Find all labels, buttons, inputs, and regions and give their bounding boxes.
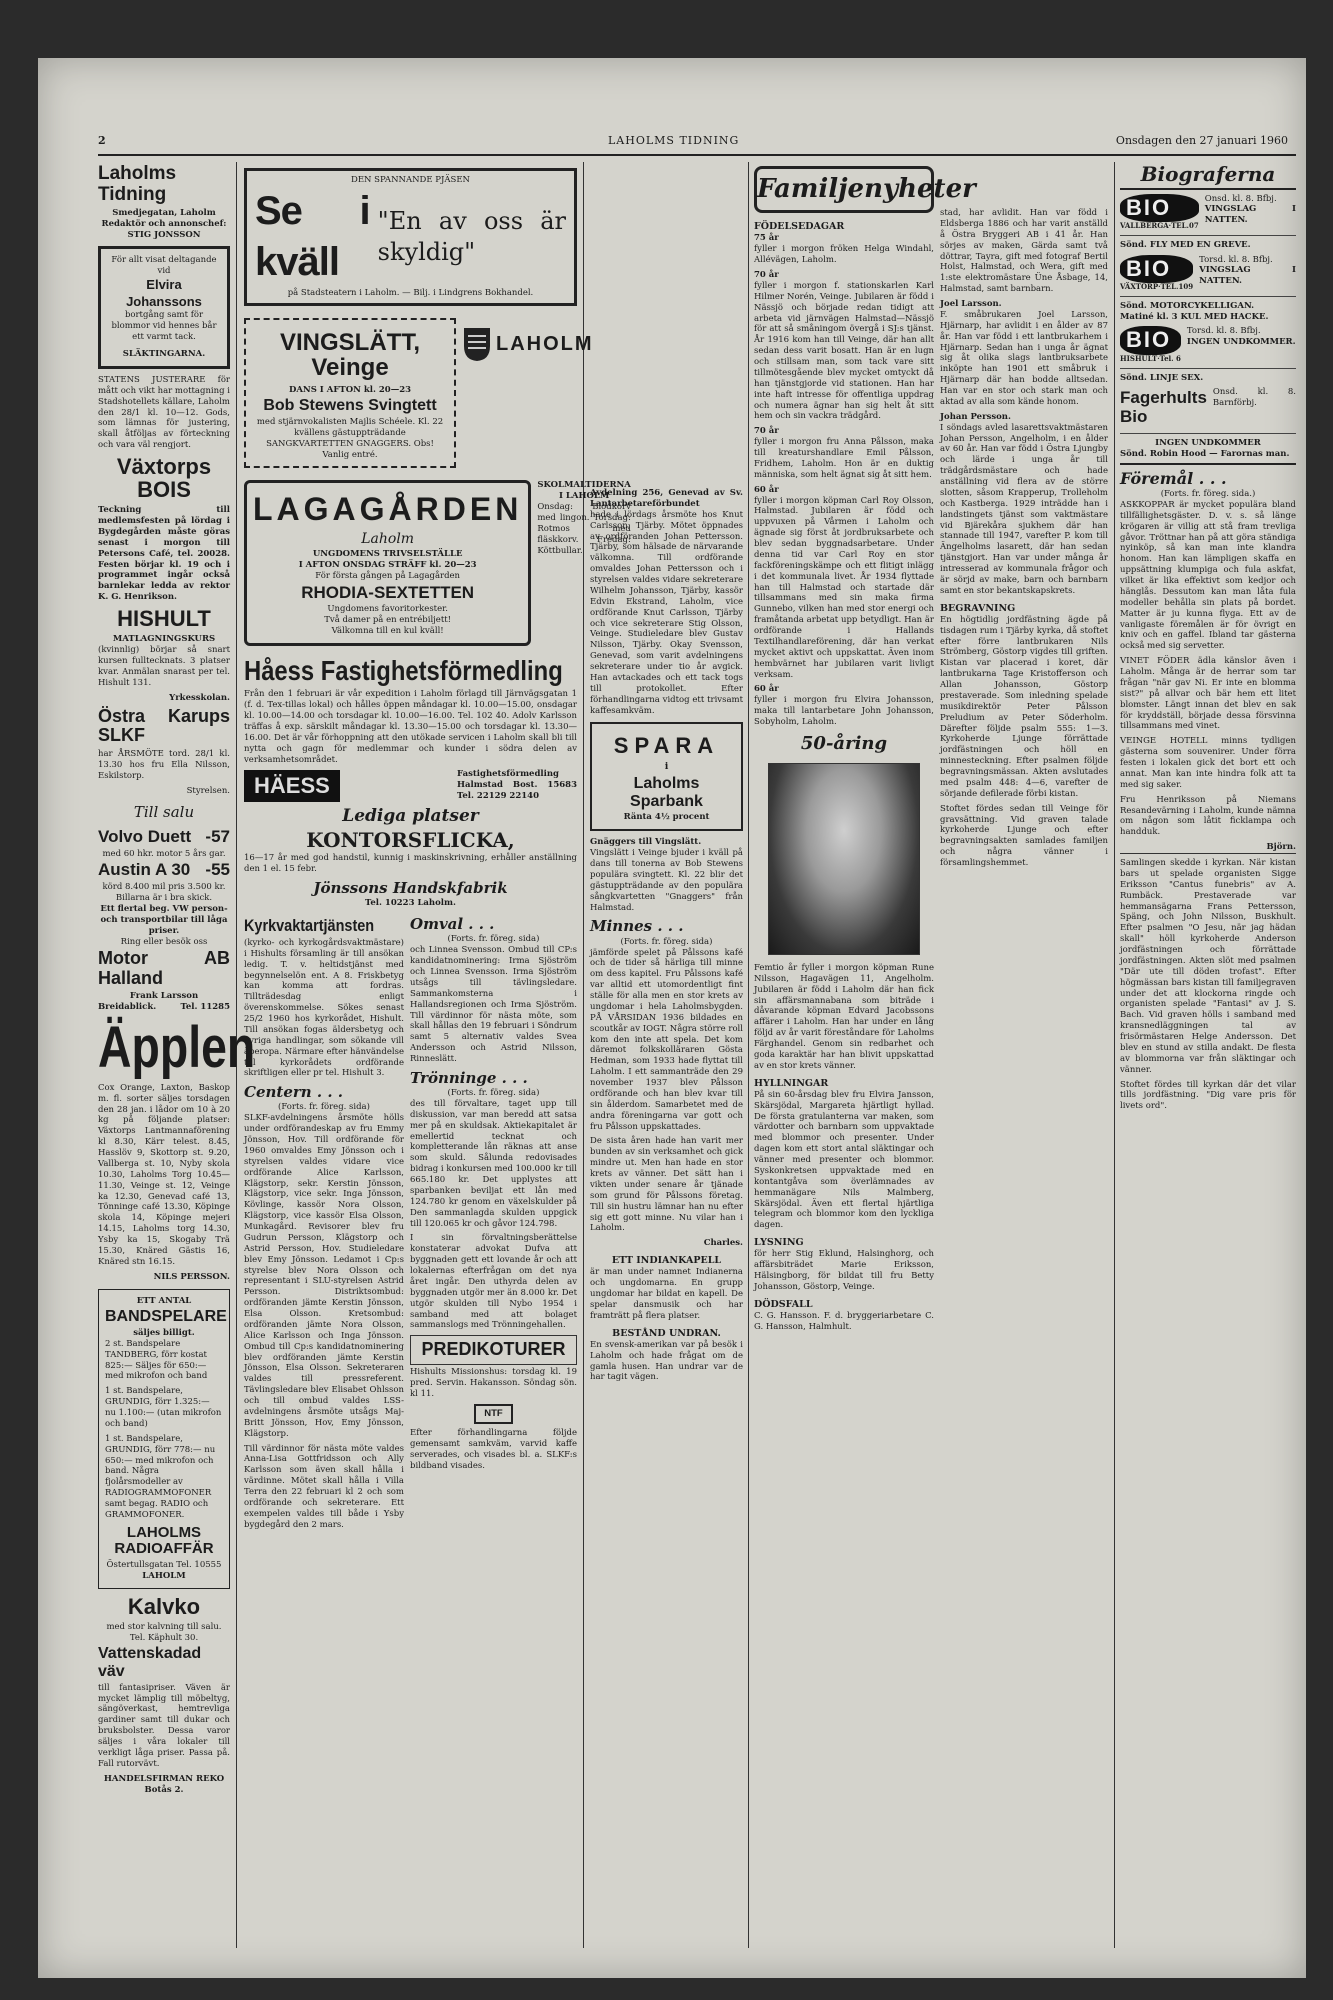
f60b-head: 60 år: [754, 684, 779, 695]
kontor-title: KONTORSFLICKA,: [306, 827, 515, 852]
hyll-head: HYLLNINGAR: [754, 1077, 829, 1089]
bio-listing: [1120, 387, 1296, 433]
stoftet-text: Stoftet fördes sedan till Veinge för gravsättning. Vid graven talade kyrkoherde Ljunge och efter begravningsakten samlades familjen och några vänner i församlingshemmet.: [940, 803, 1108, 869]
f70-text: fyller i morgon f. stationskarlen Karl Hilmer Norén, Veinge. Jubilaren är född i Nässjö och började redan tidigt att arbeta vid järnvägen Halmstad—Nässjö för att så småningom övergå i SJ:s tjänst. År 1916 kom han till Veinge, där han allt sedan dess varit bosatt. Han är en lugn och stillsam man, som tack vare sitt tillmötesgående blev mycket omtyckt då han tjänstgjorde vid stationen. Han har inte haft intresse för offentliga uppdrag och numera ägnar han sig helt åt sitt hem och sin vackra trädgård.: [754, 280, 934, 422]
radio-address: Östertullsgatan Tel. 10555: [106, 1559, 222, 1570]
lediga-title: Lediga platser: [342, 806, 479, 827]
motor-name: Frank Larsson: [129, 991, 199, 1001]
bio-sunday: Sönd. Robin Hood — Farornas man.: [1120, 449, 1296, 465]
gnaggers-head: Gnäggers till Vingslätt.: [590, 837, 702, 848]
motor-contact: [98, 1002, 230, 1013]
paper-name: LAHOLMS TIDNING: [608, 134, 740, 147]
page-number: 2: [98, 134, 106, 147]
minnes-sign: Charles.: [703, 1238, 743, 1249]
bandspelare-ad: [98, 1289, 230, 1589]
haess-side: Fastighetsförmedling Halmstad Bost. 15683 Tel. 22129 22140: [457, 769, 577, 802]
bio-sunday: Sönd. LINJE SEX.: [1120, 372, 1204, 383]
laga-line: Två damer på en entrébiljett!: [324, 615, 452, 626]
samling-text: Samlingen skedde i kyrkan. När kistan bars ut spelade organisten Sigge Eriksson "Cantus funebris" av A. Rumbäck. Prestaverade var hemmansägarna Frans Pettersson, Späng, och John Nilsson, Buskhult. Efter psalmen "O Jesu, när jag hädan skall" höll kyrkoherde Anderson jordfästningen och förrättade jordfästningen. Akten slöt med psalmen "Där ute till döden trofast". Efter högmässan bars kistan till familjegraven under det att klockorna ringde och organisten spelade "Fantasi" av J. S. Bach. Vid graven hölls i samband med kransnedläggningen tal av frisörmästaren Helge Andersson. Det blev en stund av stilla andakt. De flesta av blommorna var från släktingar och vänner.: [1120, 853, 1296, 1076]
tronninge-title: Trönninge . . .: [410, 1068, 528, 1087]
billar-text: Billarna är i bra skick.: [115, 893, 213, 904]
motor-address: Breidablick.: [98, 1001, 157, 1012]
austin-price: -55: [205, 860, 230, 880]
bio-listing: [1120, 326, 1296, 368]
vingslatt-text: med stjärnvokalisten Majlis Schéele. Kl. 22 kvällens gästuppträdande SANGKVARTETTEN GNAGGERS. Obs! Vanlig entré.: [256, 416, 444, 460]
hishult-text: (kvinnlig) börjar så snart kursen fulltecknats. 3 platser kvar. Anmälan snarast per tel. Hishult 131.: [98, 645, 230, 688]
tronninge-sub: (Forts. fr. föreg. sida): [447, 1088, 540, 1099]
haess-title: Håess Fastighetsförmedling: [244, 654, 563, 686]
bestand-head: BESTÅND UNDRAN.: [612, 1327, 721, 1339]
centern-text: SLKF-avdelningens årsmöte hölls under ordförandeskap av fru Emmy Jönsson, Hov. Till ordförande för 1960 omvaldes Emy Jönsson och i styrelsen valdes vidare vice ordförande Alice Karlsson, Klägstorp, sekr. Kerstin Jönsson, Klägstorp, vice sekr. Inga Jönsson, Kövlinge, kassör Nora Olsson, Klägstorp, vice kassör Elsa Olsson, Munkagård. Revisorer blev fru Gudrun Persson, Klägstorp och Astrid Persson, Hov. Studieledare blev Emy Jönsson. Ledamot i Cp:s styrelse blev Nora Olsson och representant i SLU-styrelsen Astrid Persson. Distriktsombud: ordföranden jämte Kerstin Jönsson, Elsa Olsson. Kretsombud: ordföranden jämte Nora Olsson, Alice Karlsson och Inga Jönsson. Ombud till Cp:s kandidatnominering blev ordföranden jämte Kerstin Jönsson, Elsa Olsson. Sekreteraren valdes till pressreferent. Tävlingsledare blev Elisabet Ohlsson och till ombud valdes LSS-avdelningens årsmöte utsågs Maj-Britt Jönsson, Hov, Emy Jönsson, Klägstorp.: [244, 1113, 404, 1439]
laholm-column: [462, 312, 594, 474]
volvo-desc: med 60 hkr. motor 5 års gar.: [102, 848, 226, 859]
spara-i: i: [664, 761, 669, 773]
newspaper-page: [38, 58, 1306, 1978]
notice-text: bortgång samt för blommor vid hennes bår ett varmt tack.: [111, 310, 217, 343]
foremal-text: ASKKOPPAR är mycket populära bland tillfällighetsgäster. D. v. s. så länge krögaren är villig att stå fram trevliga gåvor. Tröttnar han på att göra ständiga nyinköp, så kan man inte klandra honom. Han kan lämpligen skaffa en uppsättning klumpiga och fula askfat, vilket är lika effektivt som kedjor och hänglås. Dessutom kan man låta fula modeller behålla sin plats på bordet. Matter är ju kunna flyga. Ett av de vanligaste föremålen är för övrigt en kniv och en gaffel. Ibland tar gästerna också med sig servetter.: [1120, 499, 1296, 652]
spara-title: SPARA: [613, 733, 720, 758]
laga-line: I AFTON ONSDAG STRÄFF kl. 20—23: [298, 559, 477, 570]
pred-text2: Efter förhandlingarna följde gemensamt samkväm, varvid kaffe serverades, och visades bl. a. SLKF:s bildband visades.: [410, 1427, 577, 1471]
applen-text: Cox Orange, Laxton, Baskop m. fl. sorter säljes torsdagen den 28 jan. i lådor om 10 à 20 kg på följande platser: Växtorps Lantmannaförening kl 8.30, Kärr telest. 8.45, Hasslöv 9, Skottorp st. 9.20, Vallberga st. 10, Nyby skola 10.30, Laholms Torg 10.45—11.30, Veinge st. 12, Veinge ka 12.30, Genevad café 13, Tönninge café 13.30, Köpinge skola 14, Köpinge mejeri 14.15, Laholms torg 14.30, Ysby ka 15, Skogaby Trä 15.30, Knäred Gästis 16, Knäred stn 16.15.: [98, 1082, 230, 1267]
masthead-title: Laholms Tidning: [98, 163, 177, 205]
band-item: 2 st. Bandspelare TANDBERG, förr kostat 825:— Säljes för 650:— med mikrofon och band: [105, 1338, 208, 1382]
skol-title: SKOLMALTIDERNA I LAHOLM: [537, 480, 631, 502]
tronninge-text2: I sin förvaltningsberättelse konstaterar advokat Dufva att byggnaden gett ett lovande år och att lokalernas efterfrågan om det nya året ingår. Den uthyrda delen av byggnaden utgör mer än 8.000 kr. Det utgör skulden till Nybo 1954 i samband med att bolaget sammanslogs med Trönningehallen.: [410, 1233, 577, 1331]
band-title: BANDSPELARE: [105, 1308, 227, 1326]
bio-listing: [1120, 194, 1296, 236]
vatten-text: till fantasipriser. Väven är mycket lämplig till möbeltyg, sängöverkast, hemtrevliga gardiner samt till dukar och bruksbolster. Dessa varor säljes i våra lokaler till verkligt låga priser. Passa på. Fall rutorvävt.: [98, 1682, 230, 1769]
laga-title: LAGAGÅRDEN: [253, 491, 523, 528]
bio-time: Torsd. kl. 8. Bfbj.: [1199, 254, 1273, 265]
band-item: 1 st. Bandspelare, GRUNDIG, förr 1.325:— nu 1.100:— (utan mikrofon och band): [105, 1386, 222, 1429]
haess-logo: HÄESS: [244, 770, 340, 802]
joel-head: Joel Larsson.: [940, 299, 1002, 309]
vatten-sign: HANDELSFIRMAN REKO Botås 2.: [103, 1773, 225, 1795]
kvall-sub: på Stadsteatern i Laholm. — Bilj. i Lindgrens Bokhandel.: [287, 288, 534, 299]
foremal-sign: Björn.: [1266, 842, 1296, 853]
laga-band: RHODIA-SEXTETTEN: [301, 582, 475, 602]
kvall-ad: [244, 168, 577, 306]
dod-head: DÖDSFALL: [754, 1298, 813, 1310]
centern-title: Centern . . .: [244, 1083, 344, 1102]
f70b-text: fyller i morgon fru Anna Pålsson, maka till kreaturshandlare Emil Pålsson, Fridhem, Laholm. Hon är en duktig människa, som helt ägnat sig åt sitt hem.: [754, 437, 934, 480]
bio-listing: [1120, 255, 1296, 297]
minnes-title: Minnes . . .: [590, 917, 684, 936]
applen-sign: NILS PERSSON.: [153, 1271, 230, 1282]
vingslatt-dans: DANS I AFTON kl. 20—23: [288, 384, 412, 395]
f70b-head: 70 år: [754, 426, 779, 437]
avd-text: hade i lördags årsmöte hos Knut Carlsson, Tjärby. Mötet öppnades av ordföranden Johan Pettersson. Tjärby, som hälsade de närvarande välkomna. Till ordförande omvaldes Johan Pettersson och i styrelsen valdes vidare sekreterare Wilhelm Johansson, Tjärby, kassör Edvin Ekstrand, Laholm, vice ordförande Knut Carlsson, Tjärby och vice sekreterare Stig Olsson, Veinge. Studieledare blev Gustav Nilsson, Tjärby. Okay Svensson, Genevad, som varit avdelningens sekreterare under tio år avgick. Han avtackades och ett tack togs till protokollet. Efter förhandlingarna vidtog ett trivsamt kaffesamkväm.: [590, 509, 743, 716]
ring-text: Ring eller besök oss: [120, 936, 208, 947]
f60-head: 60 år: [754, 484, 779, 495]
kvall-top: DEN SPANNANDE PJÄSEN: [351, 175, 470, 185]
predikoturer-title: PREDIKOTURER: [410, 1335, 577, 1365]
radio-city: LAHOLM: [142, 1570, 186, 1581]
issue-date: Onsdagen den 27 januari 1960: [1115, 134, 1288, 147]
bio-film: VINGSLAG I NATTEN.: [1199, 265, 1296, 287]
radio-title: LAHOLMS RADIOAFFÄR: [114, 1523, 214, 1558]
lagagarden-ad: [244, 480, 531, 645]
applen-title: Äpplen: [98, 1014, 256, 1080]
volvo-price: -57: [205, 826, 230, 846]
spara-rate: Ränta 4½ procent: [623, 812, 710, 823]
column-divider: [583, 162, 584, 1948]
f75-head: 75 år: [754, 233, 779, 244]
bio-film: VINGSLAG I NATTEN.: [1204, 204, 1296, 226]
f60b-text: fyller i morgon fru Elvira Johansson, maka till lantarbetare John Johansson, Sobyholm, Laholm.: [754, 695, 934, 728]
bio-name: VÄXTORP·TEL.109: [1120, 281, 1194, 291]
vingslatt-band: Bob Stewens Svingtett: [263, 397, 437, 415]
f75-text: fyller i morgon fröken Helga Windahl, Allévägen, Laholm.: [754, 244, 934, 266]
biograferna-title: Biograferna: [1120, 162, 1296, 190]
laga-line: UNGDOMENS TRIVSELSTÄLLE: [312, 548, 463, 559]
johan-text: I söndags avled lasarettsvaktmästaren Johan Persson, Angelholm, i en ålder av 60 år. Han var född i Östra Ljungby och lärde i unga år till trädgårdsmästare och hade anställning vid flera av de större slotten, såsom Krapperup, Trolleholm och Kastberga. 1929 inträdde han i landstingets tjänst som vaktmästare vid Bjärekåra sjukhem där han stannade till 1947, varefter P. kom till Ängelholms lasarett, där han sedan tjänstgjort. Han var under många år intresserad av kommunala frågor och är sörjd av make, barn och barnbarn samt en stor bekantskapskrets.: [940, 422, 1108, 596]
statens-notice: STATENS JUSTERARE för mått och vikt har mottagning i Stadshotellets källare, Laholm den 28/1 kl. 10—12. Gods, som lämnas för justering, skall åtföljas av förteckning och vara väl rengjort.: [98, 374, 230, 451]
bio-time: Onsd. kl. 8. Bfbj.: [1204, 193, 1277, 204]
vaxtorps-title: Växtorps BOIS: [116, 454, 212, 503]
femtio-title: 50-åring: [800, 732, 888, 754]
notice-name: Elvira Johanssons: [126, 277, 202, 309]
fru-text: Fru Henriksson på Niemans Resandevärning i Laholm, kunde nämna om någon som låtit ficklampa och handduk.: [1120, 794, 1296, 838]
bio-name: VALLBERGA·TEL.07: [1120, 220, 1199, 230]
column-3: [590, 162, 743, 1952]
gnaggers-text: Vingslätt i Veinge bjuder i kväll på dans till tonerna av Bob Stewens populära svingtett. Kl. 22 blir det gästuppträdande av den populära sångkvartetten "Gnaggers" från Halmstad.: [590, 848, 743, 913]
continued-text: stad, har avlidit. Han var född i Eldsberga 1886 och har varit anställd å Östra Bryggeri AB i 41 år. Han sörjes av maken, Gärda samt två döttrar, Tayra, gift med fotograf Bertil Holst, Halmstad, och Wera, gift med 1:ste elektromästare Üne Åsbage, 14, Halmstad, samt barnbarn.: [940, 208, 1108, 295]
ostra-title: Östra Karups SLKF: [98, 706, 230, 746]
hishult-subtitle: MATLAGNINGSKURS: [112, 634, 216, 645]
austin-desc: körd 8.400 mil pris 3.500 kr.: [102, 882, 226, 893]
bio-logo: BIO: [1120, 255, 1193, 283]
hishult-title: HISHULT: [117, 606, 211, 632]
vw-text: Ett flertal beg. VW person- och transportbilar till låga priser.: [100, 903, 228, 936]
foremal-sub: (Forts. fr. föreg. sida.): [1160, 489, 1256, 500]
skol-text: Onsdag: Blodkorv med lingon. Torsdag: Rotmos med fläskkorv. Fredag: Köttbullar.: [537, 502, 631, 556]
vingslatt-ad: [244, 318, 456, 468]
tronninge-text: des till förvaltare, taget upp till diskussion, var man beredd att satsa mer på en skuldsak. Aktiekapitalet är emellertid tecknat och kompletterande lån räknas att anse som skuld. Sålunda redovisades bidrag i konkursen med 100.000 kr till 665.180 kr. Det upplystes att sparbanken beviljat ett lån med 124.780 kr genom en växelskulder på Den sammanlagda skulden uppgick till 120.065 kr och gåvor 124.798.: [410, 1098, 577, 1229]
joel-text: F. småbrukaren Joel Larsson, Hjärnarp, har avlidit i en ålder av 87 år. Han var född i ett lantbrukarhem i Hjärnarp. Sedan han i unga år ägnat sig åt olika slags lantbruksarbete inköpte han 1901 ett småbruk i Hjärnarp där han bodde alltsedan. Han var en stor och stark man och aktad av alla som kände honom.: [940, 309, 1108, 407]
portrait-photo: [768, 763, 920, 955]
band-item: 1 st. Bandspelare, GRUNDIG, förr 778:— nu 650:— med mikrofon och band. Några fjolårsmodeller av RADIOGRAMMOFONER samt begag. RADIO och GRAMMOFONER.: [105, 1433, 216, 1520]
laholm-crest-text: LAHOLM: [496, 333, 594, 356]
hyll-text: På sin 60-årsdag blev fru Elvira Jansson, Skärsjödal, Margareta hjärtligt hyllad. De första gratulanterna var maken, som värdotter och barnbarn som uppvaktade med blommor och presenter. Under dagen kom ett stort antal släktingar och vänner med presenter och blommor. Syskonkretsen uppvaktade med en kontantgåva som överlämnades av hemmanägare Nils Malmberg, Skärsjödal. Även ett flertal hjärtliga telegram och blommor kom den lyckliga dagen.: [754, 1089, 934, 1231]
fodelse-head: FÖDELSEDAGAR: [754, 221, 845, 233]
motor-title: Motor AB Halland: [98, 948, 230, 989]
lysning-text: för herr Stig Eklund, Halsinghorg, och affärsbiträdet Marie Eriksson, Hälsingborg, för bildat till fru Betty Johansson, Göstorp, Veinge.: [754, 1249, 934, 1293]
minnes-text2: De sista åren hade han varit mer bunden av sin verksamhet och gick mindre ut. Men han hade en stor krets av vänner. Det sätt han i vikten under senare år tjänade som grund för Pålssons företag. Till sin hustru lämnar han nu efter sig ett gott minne. Nu vilar han i Laholm.: [590, 1136, 743, 1234]
laga-line: Ungdomens favoritorkester.: [327, 604, 448, 615]
bio-film: INGEN UNDKOMMER.: [1186, 337, 1296, 348]
minnes-text: jämförde spelet på Pålssons kafé och de tider så härliga till minne om dess kapitel. Fru Pålssons kafé var alltid ett utomordentligt fint ställe för alla men en stor krets av ungdomar i hela Laholmsbygden. PÅ VÅRSIDAN 1936 bildades en scoutkår av IOGT. Några större roll kom den inte att spela. Det kom däremot folkskolläraren Gösta Hedman, som 1933 hade flyttat till Laholm. I ett sammanträde den 29 november 1937 blev Pålsson ordförande och han blev kvar till sin ålderdom. Samarbetet med de andra föreningarna var gott och fru Pålsson uppskattades.: [590, 947, 743, 1132]
bestand-text: En svensk-amerikan var på besök i Laholm och hade frågat om de gamla husen. Han undrar var de har tagit vägen.: [590, 1339, 743, 1383]
bio-name: Fagerhults Bio: [1120, 388, 1207, 427]
till-salu: Till salu: [133, 802, 195, 821]
spara-ad: [590, 722, 743, 831]
kalvko-title: Kalvko: [127, 1593, 201, 1619]
spara-bank: Laholms Sparbank: [630, 775, 703, 810]
begr-text: En högtidlig jordfästning ägde på tisdagen rum i Tjärby kyrka, då stoftet efter förre lantbrukaren Nils Strömberg, Göstorp vigdes till griften. Kistan var placerad i koret, där lantbrukarna Tage Kristofferson och Allan Johansson, Göstorp prestaverade. Som inledning spelade musikdirektör Peter Pålsson Preludium av Peter Söderholm. Därefter följde psalm 555: 1—3. Kyrkoherde Ljunge förrättade jordfästningen och höll en minnesteckning. Efter psalmen följde begravningsmässan. Akten avslutades med psalm 448: 4—6, varefter de sörjande defilerade förbi kistan.: [940, 614, 1108, 799]
kvall-big: Se i kväll: [255, 188, 370, 285]
bio-name: HISHULT·Tel. 6: [1120, 353, 1181, 363]
column-5: [940, 162, 1108, 1952]
kyrk-title: Kyrkvaktartjänsten: [244, 916, 375, 936]
centern-sub: (Forts. fr. föreg. sida): [278, 1102, 370, 1113]
omval-title: Omval . . .: [410, 915, 495, 934]
motor-phone: Tel. 11285: [180, 1001, 230, 1012]
vinet-text: VINET FÖDER ädla känslor även i Laholm. Många är de herrar som tar frågan "när gav Ni. Er inte en blomma sist?" på allvar och bär hem ett litet blomster. Längt innan det blev en sak för kryddställ, började dessa försvinna tillsammans med vinet.: [1120, 656, 1296, 732]
masthead-line: Redaktör och annonschef:: [101, 218, 227, 229]
austin-ad: [98, 861, 230, 880]
notice-intro: För allt visat deltagande vid: [111, 255, 217, 277]
f70-head: 70 år: [754, 270, 779, 281]
column-3-upper: [590, 488, 743, 718]
johan-head: Johan Persson.: [940, 411, 1011, 422]
kontor-text: 16—17 år med god handstil, kunnig i maskinskrivning, erhåller anställning den 1 el. 15 febr.: [244, 853, 577, 875]
centern-text2: Till värdinnor för nästa möte valdes Anna-Lisa Gottfridsson och Ally Karlsson som även skall hålla i värdinne. Mötet skall hålla i Villa Terra den 22 februari kl 2 och som ordförande och sekreterare. Ett exempelen valdes till både i Ysby bygdegård den 2 mars.: [244, 1443, 404, 1530]
hishult-sign: Yrkesskolan.: [169, 692, 230, 703]
bio-film: INGEN UNDKOMMER: [1155, 437, 1261, 448]
laga-line: Välkomna till en kul kväll!: [331, 626, 444, 637]
omval-sub: (Forts. fr. föreg. sida): [447, 934, 540, 945]
column-1: [98, 162, 256, 1952]
vatten-title: Vattenskadad väv: [98, 1645, 202, 1681]
f60-text: fyller i morgon köpman Carl Roy Olsson, Halmstad. Jubilaren är född och uppvuxen på Vårmen i Laholm och ägnade sig först åt jordbruksarbete och blev sedan byggnadsarbetare. Under denna tid var Carl Roy en stor fackföreningskämpe och ett flitigt inlägg i det kommunala livet. År 1934 flyttade han till Halmstad och startade där tillsammans med sin maka firma Gunnebo, vilken han med stor energi och framåtanda arbetat upp betydligt. Han är ordförande i Hallands Textilhandlareförening, där han verkat mycket aktivt och uppskattat. Även inom hembvärnet har jubilaren varit livligt verksam.: [754, 495, 934, 680]
masthead-line: STIG JONSSON: [127, 229, 201, 240]
kvall-title: "En av oss är skyldig": [377, 207, 566, 267]
indian-text: är man under namnet Indianerna och ungdomarna. En grupp ungdomar har bildat en kapell. De spelar dansmusik och har framträtt på flera platser.: [590, 1267, 743, 1321]
laholm-crest-icon: [462, 326, 492, 362]
kyrk-text: (kyrko- och kyrkogårdsvaktmästare) i Hishults församling är till ansökan ledig. T. v. heltidstjänst med begynnelselön ent. A 8. Friskbetyg kan komma att fordras. Tillträdesdag enligt överenskommelse. Sökes senast 25/2 1960 hos kyrkorådet, Hishult. Till ansökan fogas äldersbetyg och övriga handlingar, som sökande vill åberopa. Närmare efter hänvändelse till kyrkorådets ordförande skriftligen eller pr tel. Hishult 3.: [244, 937, 404, 1079]
haess-text: Från den 1 februari är vår expedition i Laholm förlagd till Järnvägsgatan 1 (f. d. Tex-tillas lokal) och hålles öppen måndagar kl. 10.00—15.00, onsdagar kl. 10.00—14.00 och torsdagar kl. 10.00—16.00. Tel. 102 40. Adolv Karlsson träffas å exp. särskilt måndagar kl. 13.30—15.00 och torsdagar kl. 13.30—16.00. Det är vår förhoppning att den utökade servicen i Laholm skall bli till nytta och gagn för medlemmar och kunder i södra delen av verksamhetsområdet.: [244, 689, 577, 765]
ostra-text: har ÅRSMÖTE tord. 28/1 kl. 13.30 hos fru Ella Nilsson, Eskilstorp.: [98, 749, 230, 781]
bio-logo: BIO: [1120, 326, 1181, 354]
volvo-name: Volvo Duett: [98, 826, 192, 846]
kalvko-text: med stor kalvning till salu. Tel. Käphult 30.: [106, 1621, 222, 1643]
ntf-badge: NTF: [474, 1404, 512, 1424]
austin-name: Austin A 30: [98, 860, 191, 880]
laga-city: Laholm: [361, 531, 415, 548]
bio-time: Torsd. kl. 8. Bfbj.: [1186, 326, 1261, 337]
page-header: [38, 130, 1306, 154]
laga-line: För första gången på Lagagården: [315, 570, 461, 581]
band-top: ETT ANTAL: [136, 1295, 192, 1306]
familjenyheter-banner: Familjenyheter: [754, 166, 934, 213]
pred-text: Hishults Missionshus: torsdag kl. 19 pred. Servin. Hakansson. Söndag sön. kl 11.: [410, 1367, 577, 1399]
bio-logo: BIO: [1120, 194, 1199, 222]
jonsson-tel: Tel. 10223 Laholm.: [365, 898, 456, 909]
volvo-ad: [98, 828, 230, 847]
vaxtorps-text: Teckning till medlemsfesten på lördag i Bygdegården måste göras senast i morgon till Petersons Café, tel. 20028. Festen börjar kl. 19 och i programmet ingår också barnlekar ledda av rektor K. G. Henrikson.: [98, 505, 230, 603]
lysning-head: LYSNING: [754, 1237, 804, 1249]
masthead-line: Smedjegatan, Laholm: [112, 207, 216, 218]
notice-sign: SLÄKTINGARNA.: [122, 349, 206, 360]
column-6: [1120, 162, 1296, 1952]
col3-inline: [410, 915, 577, 1534]
bio-time: Onsd. kl. 8. Barnförbj.: [1212, 387, 1296, 409]
header-rule: [98, 154, 1296, 156]
dod-text: C. G. Hansson. F. d. bryggeriarbetare C. G. Hansson, Halmhult.: [754, 1311, 934, 1332]
veinge-text: VEINGE HOTELL minns tydligen gästerna som souvenirer. Under förra festen i lokalen gick det bort ett och annat. Man kan inte hindra folk att ta med sig saker.: [1120, 736, 1296, 790]
femtio-text: Femtio år fyller i morgon köpman Rune Nilsson, Hagavägen 11, Angelholm. Jubilaren är född i Laholm där han fick sin affärsmannabana som biträde i dåvarande köpman Edvard Jacobssons affärer i Laholm. Han har under en lång följd av år varit föreståndare för Laholms Färghandel. Genom sin redbarhet och goda karaktär har han blivit uppskattad av en stor krets vänner.: [754, 962, 934, 1071]
foremal-title: Föremål . . .: [1120, 468, 1227, 488]
column-2: [244, 162, 631, 1952]
bio-sunday: Sönd. MOTORCYKELLIGAN.: [1120, 300, 1255, 311]
jonsson-title: Jönssons Handskfabrik: [313, 879, 508, 898]
omval-text: och Linnea Svensson. Ombud till CP:s kandidatnominering: Irma Sjöström och Linnea Svensson. Irma Sjöström utsågs till tävlingsledare. Sammankomsterna i Hallandsregionen och Irma Sjöström. Till värdinnor för nästa möte, som skall hållas den 19 februari i Söndrum samt 5 alternativ valdes Svea Andersson och Astrid Nilsson, Rinneslätt.: [410, 945, 577, 1065]
begr-head: BEGRAVNING: [940, 602, 1016, 614]
ostra-sign: Styrelsen.: [186, 785, 230, 796]
band-sub: säljes billigt.: [133, 1327, 195, 1338]
avd-head: Avdelning 256, Genevad av Sv. Lantarbetareförbundet: [590, 488, 743, 509]
indian-head: ETT INDIANKAPELL: [611, 1255, 722, 1267]
vingslatt-title: VINGSLÄTT, Veinge: [279, 329, 420, 382]
kyrk-column: [244, 915, 404, 1534]
column-divider: [1114, 162, 1115, 1948]
bio-matine: Matiné kl. 3 KUL MED HACKE.: [1120, 311, 1269, 322]
minnes-sub: (Forts. fr. föreg. sida): [620, 936, 713, 947]
death-notice: [98, 246, 230, 369]
bio-sunday: Sönd. FLY MED EN GREVE.: [1120, 239, 1251, 250]
samling-end: Stoftet fördes till kyrkan där det vilar tills jordfästning. "Dig vare pris för livets ord".: [1120, 1079, 1296, 1112]
column-divider: [748, 162, 749, 1948]
